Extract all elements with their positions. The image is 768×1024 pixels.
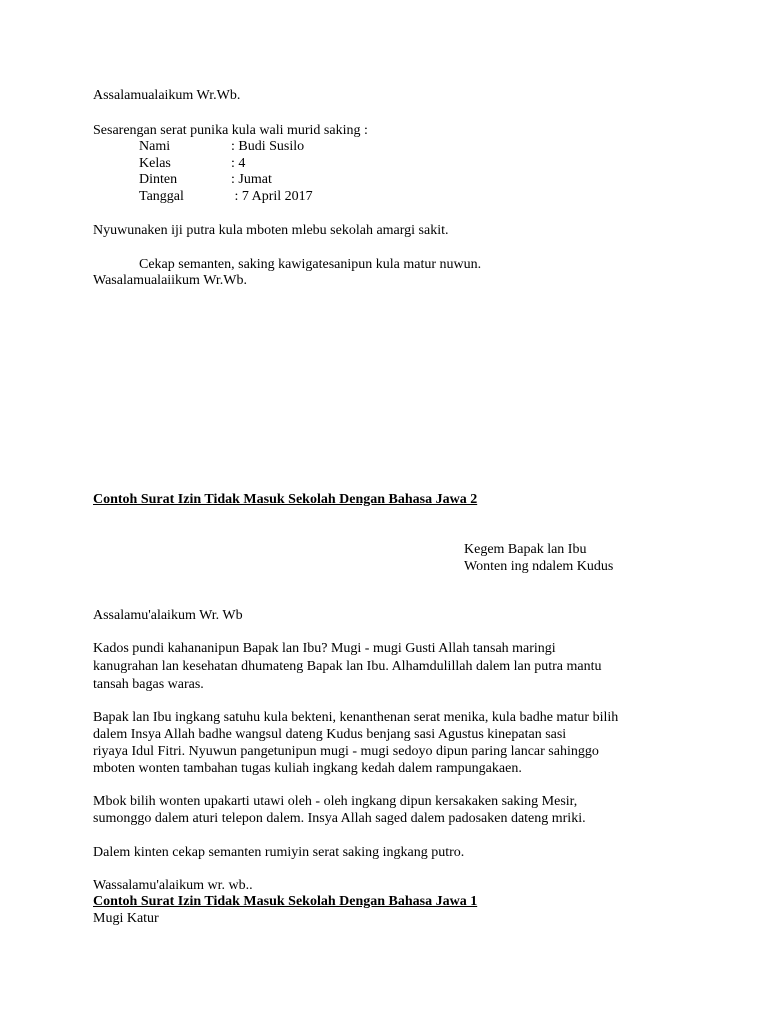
letter3-opening: Mugi Katur: [93, 911, 159, 926]
field-label: Nami: [139, 139, 171, 154]
letter3-heading: Contoh Surat Izin Tidak Masuk Sekolah Dengan Bahasa Jawa 1: [93, 894, 478, 909]
field-value: : 7 April 2017: [231, 189, 313, 204]
field-row-day: [139, 171, 272, 188]
letter2-para3-line: sumonggo dalem aturi telepon dalem. Insya Allah saged dalem padosaken dateng mriki.: [93, 811, 586, 826]
letter1-closing-line: Cekap semanten, saking kawigatesanipun kula matur nuwun.: [139, 257, 482, 272]
field-row-class: [139, 155, 245, 172]
letter2-heading: Contoh Surat Izin Tidak Masuk Sekolah Dengan Bahasa Jawa 2: [93, 492, 478, 507]
field-value: : Budi Susilo: [231, 139, 305, 154]
letter2-para4: Dalem kinten cekap semanten rumiyin serat saking ingkang putro.: [93, 845, 465, 860]
field-label: Kelas: [139, 156, 171, 171]
field-row-date: [139, 188, 313, 205]
field-label: Tanggal: [139, 189, 184, 204]
field-value: : Jumat: [231, 172, 272, 187]
letter2-para1-line: Kados pundi kahananipun Bapak lan Ibu? Mugi - mugi Gusti Allah tansah maringi: [93, 641, 556, 656]
letter1-intro: Sesarengan serat punika kula wali murid saking :: [93, 123, 368, 138]
letter2-address-line: Wonten ing ndalem Kudus: [464, 559, 614, 574]
letter2-para2-line: dalem Insya Allah badhe wangsul dateng Kudus benjang sasi Agustus kinepatan sasi: [93, 727, 567, 742]
field-value: : 4: [231, 156, 246, 171]
letter1-body: Nyuwunaken iji putra kula mboten mlebu sekolah amargi sakit.: [93, 223, 449, 238]
field-row-name: [139, 138, 304, 155]
letter2-para2-line: riyaya Idul Fitri. Nyuwun pangetunipun mugi - mugi sedoyo dipun paring lancar sahinggo: [93, 744, 599, 759]
letter2-para1-line: tansah bagas waras.: [93, 677, 204, 692]
letter2-para1-line: kanugrahan lan kesehatan dhumateng Bapak lan Ibu. Alhamdulillah dalem lan putra mantu: [93, 659, 602, 674]
field-label: Dinten: [139, 172, 178, 187]
letter2-para3-line: Mbok bilih wonten upakarti utawi oleh - oleh ingkang dipun kersakaken saking Mesir,: [93, 794, 578, 809]
letter2-address-line: Kegem Bapak lan Ibu: [464, 542, 587, 557]
letter2-greeting: Assalamu'alaikum Wr. Wb: [93, 608, 243, 623]
letter2-para2-line: Bapak lan Ibu ingkang satuhu kula bekteni, kenanthenan serat menika, kula badhe matur bilih: [93, 710, 619, 725]
letter2-para2-line: mboten wonten tambahan tugas kuliah ingkang kedah dalem rampungakaen.: [93, 761, 522, 776]
letter1-greeting: Assalamualaikum Wr.Wb.: [93, 88, 241, 103]
letter2-farewell: Wassalamu'alaikum wr. wb..: [93, 878, 253, 893]
letter1-farewell: Wasalamualaiikum Wr.Wb.: [93, 273, 247, 288]
